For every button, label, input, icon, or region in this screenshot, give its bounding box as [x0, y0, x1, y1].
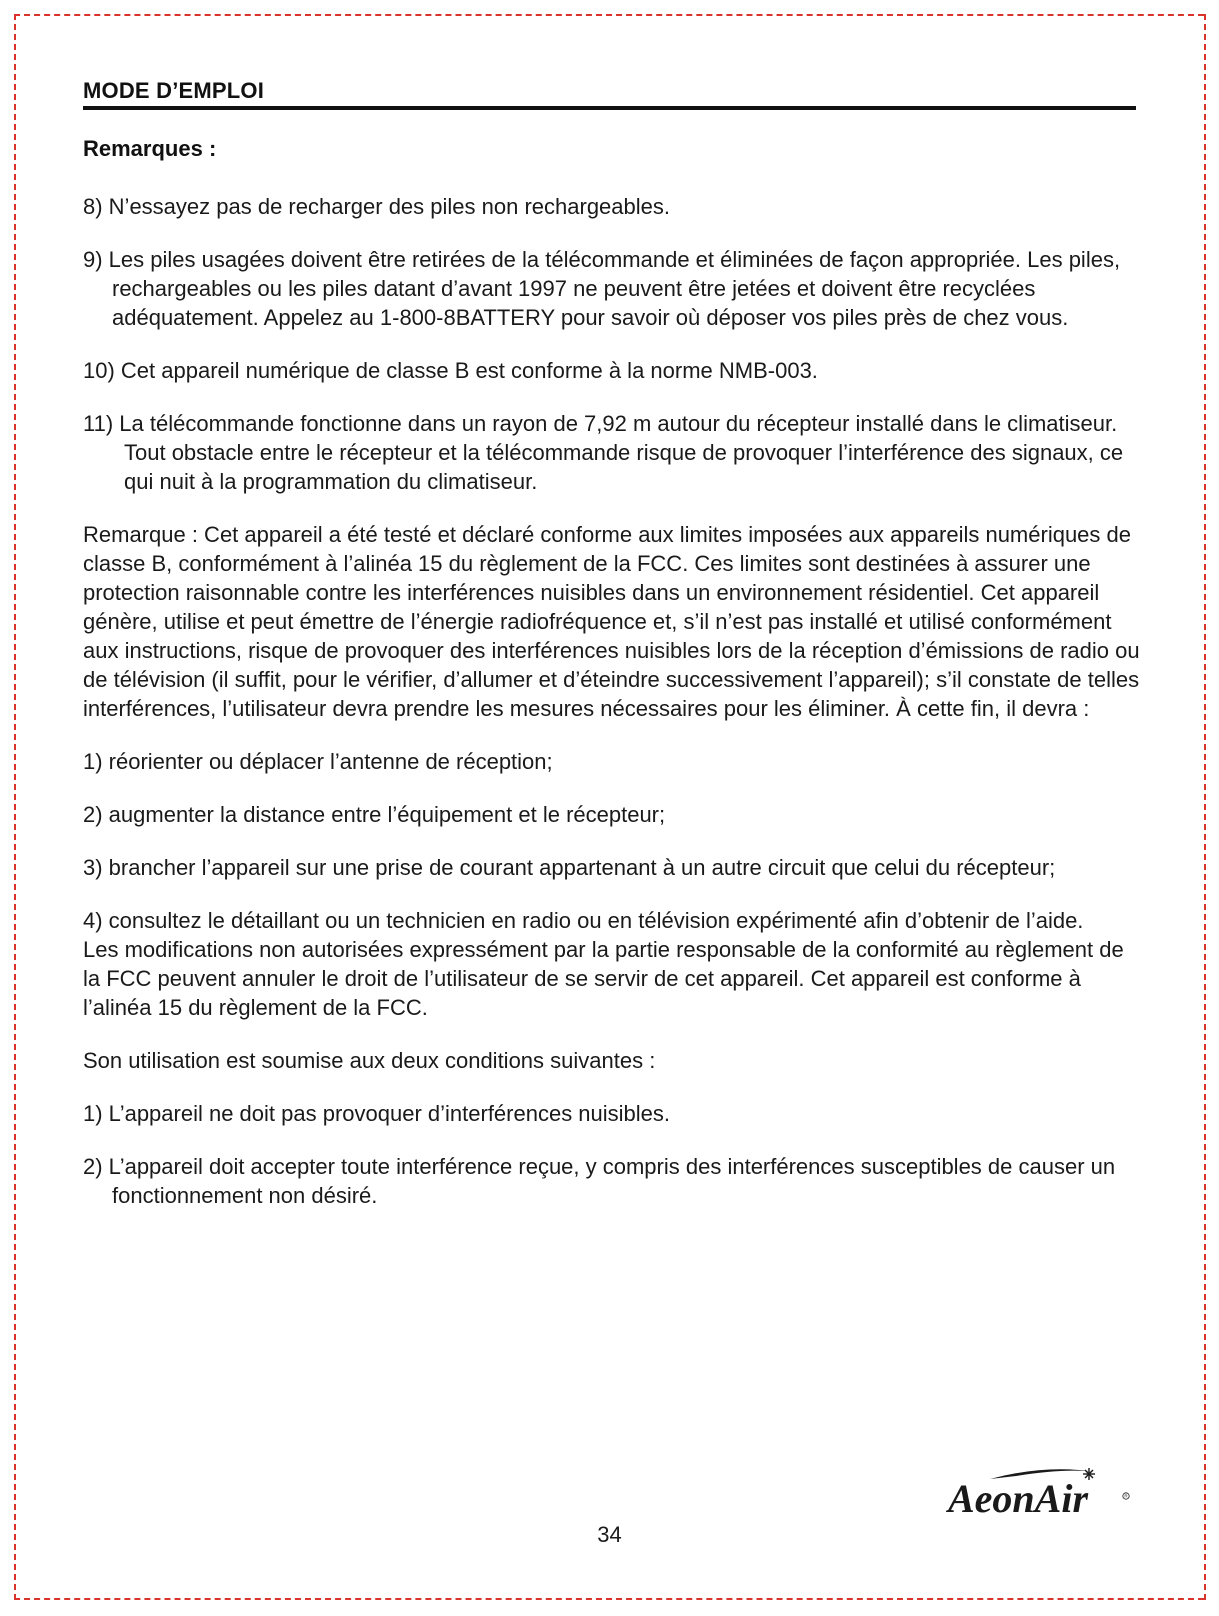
condition-item-1: 1) L’appareil ne doit pas provoquer d’interférences nuisibles. [83, 1101, 671, 1126]
page-border-left [14, 14, 16, 1600]
measure-item-1: 1) réorienter ou déplacer l’antenne de réception; [83, 749, 553, 774]
svg-text:R: R [1124, 1493, 1128, 1499]
fcc-remark-paragraph: Remarque : Cet appareil a été testé et déclaré conforme aux limites imposées aux appareils numériques de classe B, conformément à l’alinéa 15 du règlement de la FCC. Ces limites sont destinées à assurer une protection raisonnable contre les interférences nuisibles dans un environnement résidentiel. Cet appareil génère, utilise et peut émettre de l’énergie radiofréquence et, s’il n’est pas installé et utilisé conformément aux instructions, risque de provoquer des interférences nuisibles lors de la réception d’émissions de radio ou de télévision (il suffit, pour le vérifier, d’allumer et d’éteindre successivement l’appareil); s’il constate de telles interférences, l’utilisateur devra prendre les mesures nécessaires pour les éliminer. À cette fin, il devra : [83, 522, 1140, 721]
document-body [83, 192, 1143, 1234]
section-title: MODE D’EMPLOI [83, 78, 265, 103]
modifications-paragraph: Les modifications non autorisées expressément par la partie responsable de la conformité au règlement de la FCC peuvent annuler le droit de l’utilisateur de se servir de cet appareil. Cet appareil est conforme à l’alinéa 15 du règlement de la FCC. [83, 937, 1124, 1020]
remark-item-8: 8) N’essayez pas de recharger des piles non rechargeables. [83, 194, 670, 219]
svg-text:AeonAir: AeonAir [948, 1476, 1089, 1521]
measure-item-2: 2) augmenter la distance entre l’équipement et le récepteur; [83, 802, 666, 827]
remark-item-11: 11) La télécommande fonctionne dans un rayon de 7,92 m autour du récepteur installé dans le climatiseur. Tout obstacle entre le récepteur et la télécommande risque de provoquer l’interférence des signaux, ce qui nuit à la programmation du climatiseur. [83, 411, 1124, 494]
aeonair-logo [946, 1462, 1136, 1522]
page-border-bottom [14, 1598, 1204, 1600]
page-number: 34 [597, 1522, 622, 1547]
measure-item-3: 3) brancher l’appareil sur une prise de courant appartenant à un autre circuit que celui du récepteur; [83, 855, 1056, 880]
condition-item-2: 2) L’appareil doit accepter toute interférence reçue, y compris des interférences susceptibles de causer un fonctionnement non désiré. [83, 1154, 1116, 1208]
conditions-intro: Son utilisation est soumise aux deux conditions suivantes : [83, 1048, 656, 1073]
remark-item-9: 9) Les piles usagées doivent être retirées de la télécommande et éliminées de façon appropriée. Les piles, rechargeables ou les piles datant d’avant 1997 ne peuvent être jetées et doivent être recyclées adéquatement. Appelez au 1-800-8BATTERY pour savoir où déposer vos piles près de chez vous. [83, 247, 1121, 330]
heading-rule [83, 106, 1136, 110]
page-border-top [14, 14, 1204, 16]
remarks-heading: Remarques : [83, 136, 217, 161]
remark-item-10: 10) Cet appareil numérique de classe B est conforme à la norme NMB-003. [83, 358, 818, 383]
page-border-right [1204, 14, 1206, 1600]
measure-item-4: 4) consultez le détaillant ou un technicien en radio ou en télévision expérimenté afin d’obtenir de l’aide. [83, 908, 1084, 933]
